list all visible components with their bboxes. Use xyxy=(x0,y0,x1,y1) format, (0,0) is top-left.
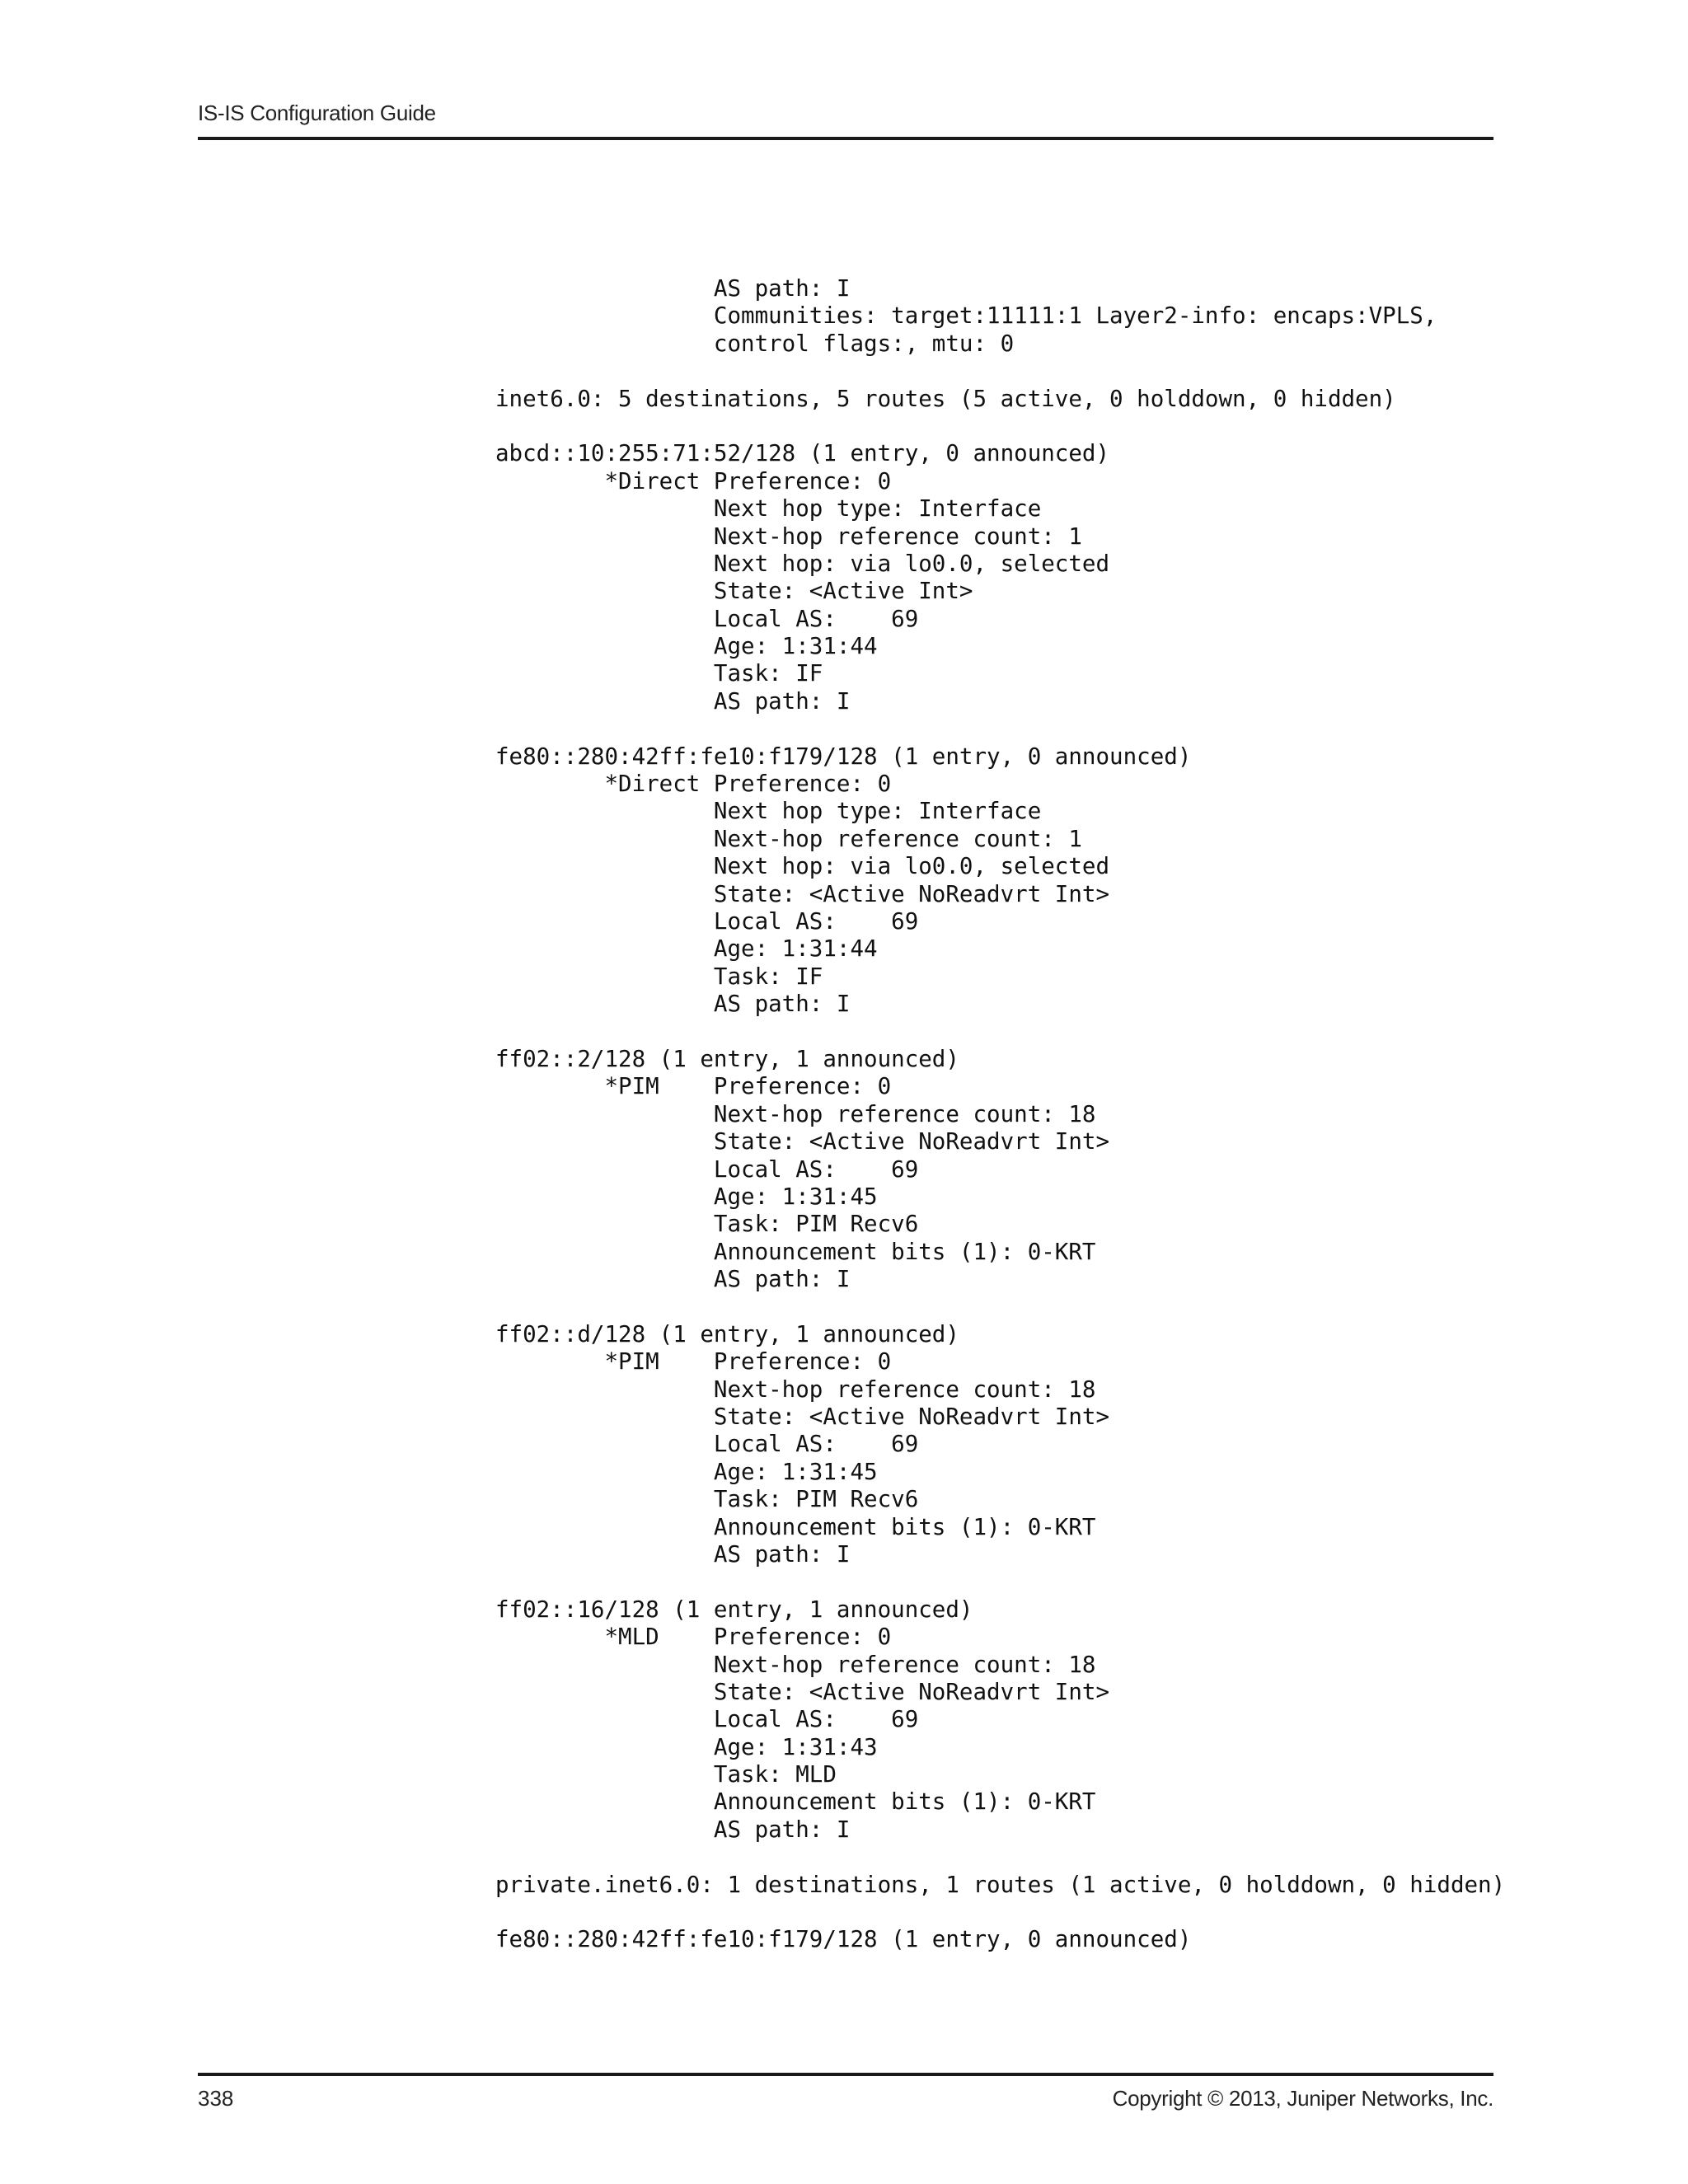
code-line: Age: 1:31:45 xyxy=(495,1458,878,1485)
cli-output-code-block xyxy=(495,275,1505,1954)
code-line: Task: IF xyxy=(495,963,823,990)
code-line: State: <Active Int> xyxy=(495,578,973,605)
code-line xyxy=(495,1844,1505,1871)
code-line xyxy=(495,358,1505,385)
code-line: Local AS: 69 xyxy=(495,1155,919,1183)
code-line: Next hop type: Interface xyxy=(495,495,1042,523)
code-line: Age: 1:31:44 xyxy=(495,633,878,660)
code-line: Next-hop reference count: 18 xyxy=(495,1376,1096,1403)
code-line: State: <Active NoReadvrt Int> xyxy=(495,1404,1110,1431)
code-line: control flags:, mtu: 0 xyxy=(495,330,1015,357)
code-line: *MLD Preference: 0 xyxy=(495,1624,892,1651)
code-line: State: <Active NoReadvrt Int> xyxy=(495,880,1110,907)
code-line: private.inet6.0: 1 destinations, 1 routes (1 active, 0 holddown, 0 hidden) xyxy=(495,1871,1506,1898)
code-line: fe80::280:42ff:fe10:f179/128 (1 entry, 0 announced) xyxy=(495,1926,1192,1953)
code-line xyxy=(495,1899,1505,1926)
code-line: ff02::2/128 (1 entry, 1 announced) xyxy=(495,1045,959,1072)
code-line: Next-hop reference count: 18 xyxy=(495,1651,1096,1678)
code-line xyxy=(495,1568,1505,1596)
page-header xyxy=(198,97,1493,140)
page-number: 338 xyxy=(198,2086,234,2111)
code-line xyxy=(495,413,1505,440)
code-line: Age: 1:31:45 xyxy=(495,1183,878,1210)
code-line: Communities: target:11111:1 Layer2-info: encaps:VPLS, xyxy=(495,302,1437,330)
code-line: inet6.0: 5 destinations, 5 routes (5 active, 0 holddown, 0 hidden) xyxy=(495,385,1396,412)
code-line: abcd::10:255:71:52/128 (1 entry, 0 announced) xyxy=(495,440,1110,467)
code-line: Task: PIM Recv6 xyxy=(495,1211,919,1238)
code-line xyxy=(495,1019,1505,1046)
code-line: Announcement bits (1): 0-KRT xyxy=(495,1238,1096,1265)
code-line: *Direct Preference: 0 xyxy=(495,467,892,494)
code-line: ff02::16/128 (1 entry, 1 announced) xyxy=(495,1596,973,1623)
code-line: *PIM Preference: 0 xyxy=(495,1073,892,1100)
copyright-notice: Copyright © 2013, Juniper Networks, Inc. xyxy=(1112,2086,1493,2111)
code-line: Next hop type: Interface xyxy=(495,798,1042,825)
code-line: AS path: I xyxy=(495,1816,851,1843)
page-footer xyxy=(198,2073,1493,2116)
code-line: Next-hop reference count: 1 xyxy=(495,825,1082,852)
code-line: Next-hop reference count: 18 xyxy=(495,1100,1096,1127)
code-line xyxy=(495,1293,1505,1320)
code-line: Local AS: 69 xyxy=(495,907,919,935)
code-line: State: <Active NoReadvrt Int> xyxy=(495,1128,1110,1155)
code-line: Next-hop reference count: 1 xyxy=(495,523,1082,550)
code-line: AS path: I xyxy=(495,275,851,302)
code-line: AS path: I xyxy=(495,687,851,715)
code-line: AS path: I xyxy=(495,991,851,1018)
code-line: Task: MLD xyxy=(495,1761,837,1788)
code-line: State: <Active NoReadvrt Int> xyxy=(495,1678,1110,1705)
code-line: AS path: I xyxy=(495,1266,851,1293)
code-line: *Direct Preference: 0 xyxy=(495,771,892,798)
code-line: Local AS: 69 xyxy=(495,605,919,632)
code-line: Announcement bits (1): 0-KRT xyxy=(495,1513,1096,1540)
code-line: Age: 1:31:44 xyxy=(495,935,878,963)
code-line: Task: PIM Recv6 xyxy=(495,1486,919,1513)
code-line: Local AS: 69 xyxy=(495,1431,919,1458)
code-line: *PIM Preference: 0 xyxy=(495,1348,892,1376)
code-line: ff02::d/128 (1 entry, 1 announced) xyxy=(495,1320,959,1347)
code-line: Task: IF xyxy=(495,660,823,687)
code-line: Announcement bits (1): 0-KRT xyxy=(495,1788,1096,1816)
code-line xyxy=(495,715,1505,743)
code-line: AS path: I xyxy=(495,1540,851,1568)
code-line: Next hop: via lo0.0, selected xyxy=(495,853,1110,880)
code-line: Local AS: 69 xyxy=(495,1706,919,1733)
code-line: fe80::280:42ff:fe10:f179/128 (1 entry, 0 announced) xyxy=(495,743,1192,770)
document-title: IS-IS Configuration Guide xyxy=(198,101,436,125)
code-line: Next hop: via lo0.0, selected xyxy=(495,550,1110,577)
code-line: Age: 1:31:43 xyxy=(495,1733,878,1760)
